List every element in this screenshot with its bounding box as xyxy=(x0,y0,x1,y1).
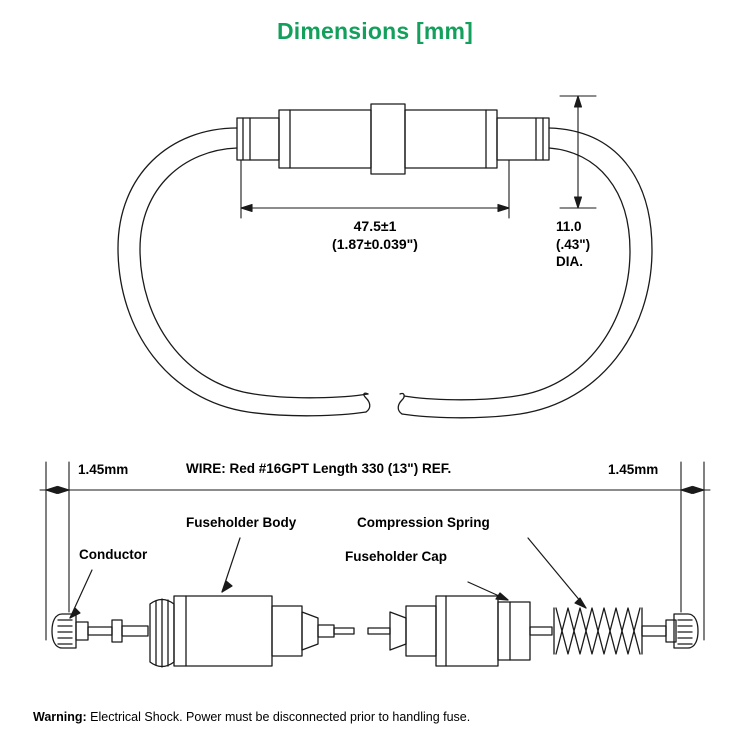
length-value: 47.5±1 xyxy=(353,218,397,234)
dimension-length xyxy=(241,160,509,218)
warning-prefix: Warning: xyxy=(33,710,87,724)
page-title: Dimensions [mm] xyxy=(277,18,473,44)
callout-conductor: Conductor xyxy=(79,547,148,562)
dimension-diameter xyxy=(560,96,596,208)
callout-fuseholder-cap: Fuseholder Cap xyxy=(345,549,448,564)
callout-compression-spring: Compression Spring xyxy=(357,515,490,530)
length-dimension-label xyxy=(256,218,494,253)
wire-cut-ends xyxy=(364,393,404,414)
left-assembly-bottom xyxy=(52,596,354,667)
diameter-inches: (.43") xyxy=(556,236,591,252)
right-gap-dimension-label: 1.45mm xyxy=(608,462,659,477)
diameter-unit: DIA. xyxy=(556,254,583,270)
length-inches: (1.87±0.039") xyxy=(332,235,418,252)
right-assembly-bottom xyxy=(368,596,698,666)
wire-spec-label: WIRE: Red #16GPT Length 330 (13") REF. xyxy=(186,461,452,476)
wire-loop-right xyxy=(402,128,652,418)
left-gap-dimension-label: 1.45mm xyxy=(78,462,129,477)
callout-fuseholder-body: Fuseholder Body xyxy=(186,515,297,530)
callout-leaders xyxy=(70,538,586,618)
wire-loop-outer xyxy=(118,128,368,416)
diameter-value: 11.0 xyxy=(556,219,582,234)
warning-note xyxy=(33,710,470,724)
diameter-dimension-label xyxy=(556,218,590,271)
strain-relief-coils xyxy=(150,599,174,667)
warning-text: Electrical Shock. Power must be disconnected prior to handling fuse. xyxy=(86,710,471,724)
fuseholder-assembly-top xyxy=(237,104,549,174)
compression-spring-shape xyxy=(554,608,642,654)
